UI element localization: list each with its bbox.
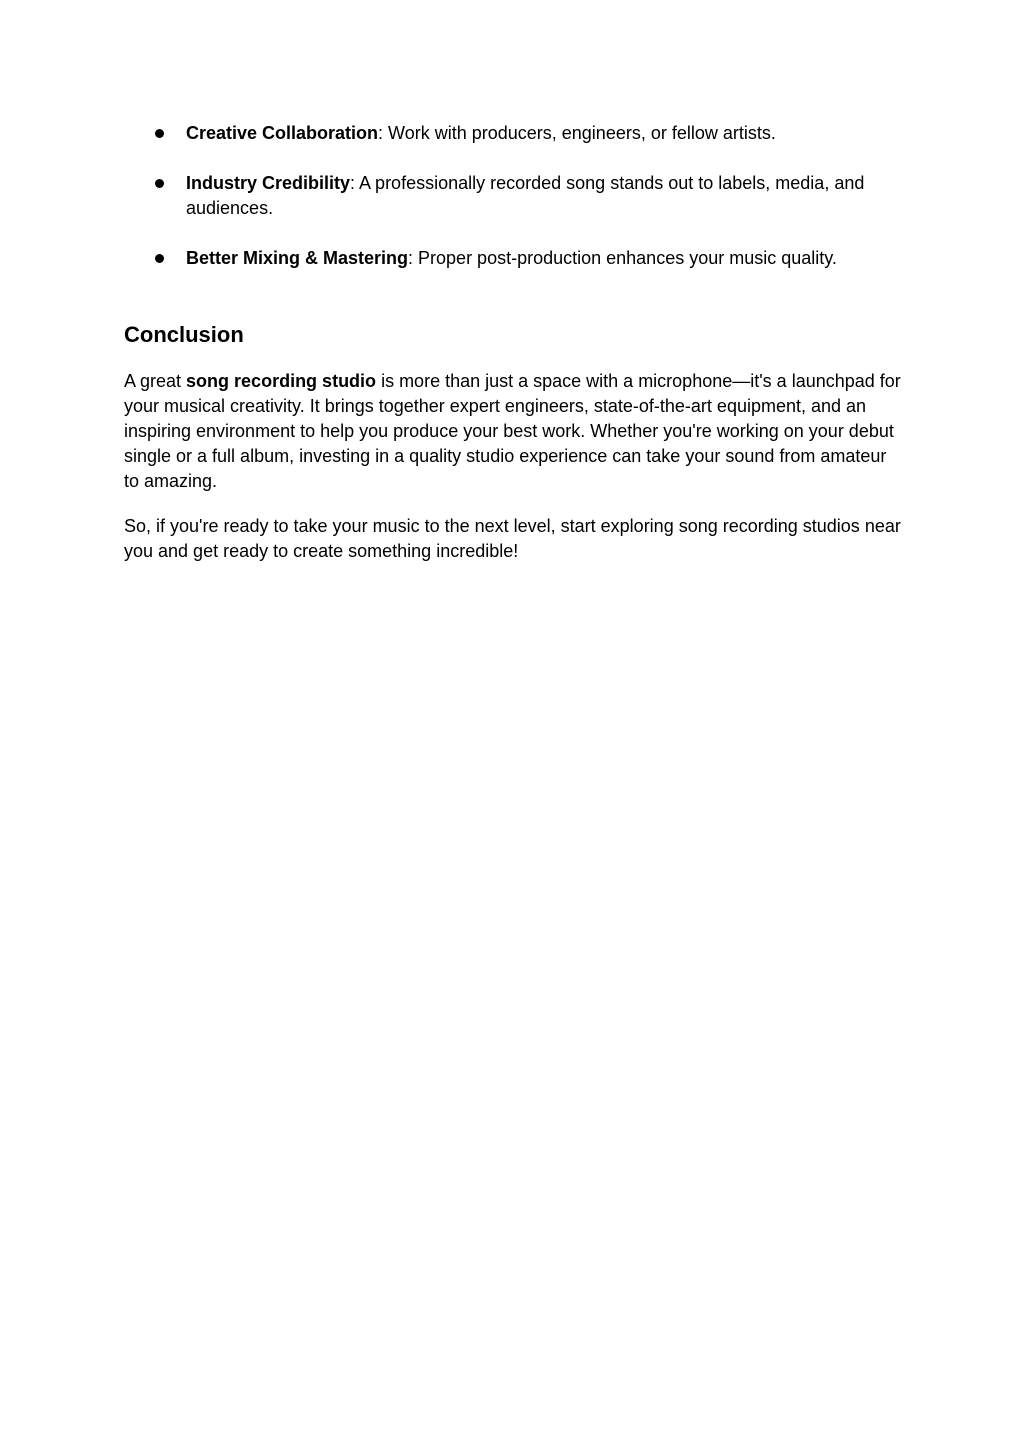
bullet-dot-icon	[155, 179, 164, 188]
bullet-text: : Work with producers, engineers, or fellow artists.	[378, 123, 776, 143]
list-item	[124, 171, 904, 221]
page-content	[124, 121, 904, 564]
bullet-term: Creative Collaboration	[186, 123, 379, 143]
bullet-dot-icon	[155, 129, 164, 138]
closing-paragraph: So, if you're ready to take your music to the next level, start exploring song recording studios near you and get ready to create something incredible!	[124, 516, 901, 561]
bullet-dot-icon	[155, 254, 164, 263]
bullet-text: : A professionally recorded song stands out to labels, media, and audiences.	[186, 173, 865, 218]
benefits-list	[124, 121, 904, 271]
bullet-term: Better Mixing & Mastering	[186, 248, 409, 268]
paragraph-rest: is more than just a space with a microphone—it's a launchpad for your musical creativity. It brings together expert engineers, state-of-the-art equipment, and an inspiring environment to help you produce your best work. Whether you're working on your debut single or a full album, investing in a quality studio experience can take your sound from amateur to amazing.	[124, 371, 901, 491]
conclusion-heading: Conclusion	[124, 322, 244, 347]
conclusion-paragraph	[124, 369, 904, 494]
paragraph-prefix: A great	[124, 371, 187, 391]
bullet-term: Industry Credibility	[186, 173, 351, 193]
paragraph-bold-phrase: song recording studio	[186, 371, 377, 391]
list-item	[124, 246, 904, 271]
list-item	[124, 121, 904, 146]
bullet-text: : Proper post-production enhances your music quality.	[408, 248, 837, 268]
